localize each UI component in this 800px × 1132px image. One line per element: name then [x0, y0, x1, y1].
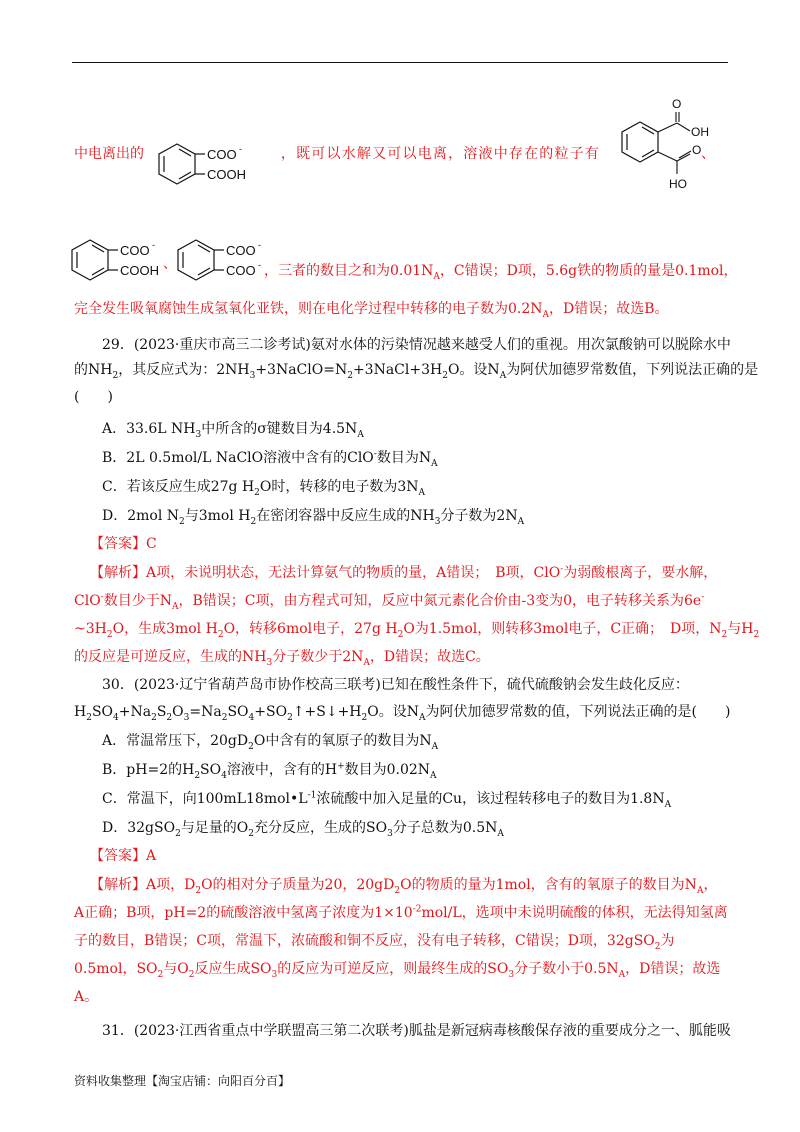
svg-text:-: - [258, 260, 261, 270]
q29-answer: 【答案】C [90, 536, 157, 552]
q29-option-a: A．33.6L $NH_3$中所含的σ键数目为$4.5N_A$ [102, 421, 364, 440]
svg-text:COO: COO [226, 243, 256, 258]
svg-text:O: O [692, 143, 702, 157]
svg-text:-: - [258, 240, 261, 250]
explanation-line-b: ，三者的数目之和为$0.01N_A$，C错误；D项，5.6g铁的物质的量是0.1mol， [264, 263, 738, 282]
molecule-phthalic-acid [600, 92, 720, 206]
svg-text:COOH: COOH [120, 263, 159, 278]
q30-stem-line-2: $H_2SO_4+Na_2S_2O_3=Na_2SO_4+SO_2↑+S↓+H_2O$。设$N_A$为阿伏加德罗常数的值，下列说法正确的是( ) [74, 704, 731, 723]
q29-explanation-line-4: 的反应是可逆反应，生成的$NH_3$分子数少于$2N_A$，D错误；故选C。 [74, 649, 490, 668]
q29-explanation-line-1: 【解析】A项，未说明状态，无法计算氨气的物质的量，A错误； B项，ClO-为弱酸根离子，要水解， [90, 564, 718, 581]
svg-text:COO: COO [120, 243, 150, 258]
text-fragment: ，既可以水解又可以电离，溶液中存在的粒子有 [280, 146, 601, 162]
page-footer: 资料收集整理【淘宝店铺：向阳百分百】 [74, 1074, 291, 1088]
header-rule [72, 62, 728, 63]
q30-answer: 【答案】A [90, 848, 157, 864]
svg-text:COO: COO [226, 263, 256, 278]
q30-option-a: A．常温常压下，$20gD_2O$中含有的氧原子的数目为$N_A$ [102, 733, 439, 752]
q31-stem-line-1: 31．(2023·江西省重点中学联盟高三第二次联考)胍盐是新冠病毒核酸保存液的重要成分之一、胍能吸 [102, 1023, 731, 1039]
svg-text:COOH: COOH [207, 167, 246, 182]
q30-explanation-line-2: A正确；B项，pH=2的硫酸溶液中氢离子浓度为$1\times 10^{-2}mol/L$，选项中未说明硫酸的体积，无法得知氢离 [74, 904, 728, 921]
svg-text:HO: HO [669, 177, 687, 191]
q29-option-c: C．若该反应生成27g $H_2O$时，转移的电子数为$3N_A$ [102, 479, 426, 498]
q30-explanation-line-1: 【解析】A项，$D_2O$的相对分子质量为20，$20gD_2O$的物质的量为1mol，含有的氧原子的数目为$N_A$， [90, 877, 718, 896]
q29-stem-line-3: ( ) [74, 389, 113, 405]
text-fragment: 、 [701, 146, 716, 162]
q30-explanation-line-5: A。 [74, 989, 99, 1005]
svg-text:-: - [239, 144, 242, 154]
q30-option-c: C．常温下，向$100mL18mol•L^{-1}$浓硫酸中加入足量的Cu，该过程转移电子的数目为$1.8N_A$ [102, 790, 672, 810]
text-fragment: 、 [163, 256, 177, 272]
q29-option-d: D．2mol $N_2$与3mol $H_2$在密闭容器中反应生成的$NH_3$分子数为$2N_A$ [102, 508, 525, 527]
q30-explanation-line-3: 子的数目，B错误；C项，常温下，浓硫酸和铜不反应，没有电子转移，C错误；D项，32gSO$_2$为 [74, 933, 675, 952]
molecule-phthalate [174, 236, 274, 296]
q30-explanation-line-4: 0.5mol，$SO_2$与$O_2$反应生成$SO_3$的反应为可逆反应，则最终生成的$SO_3$分子数小于$0.5N_A$，D错误；故选 [74, 961, 721, 980]
svg-text:O: O [672, 97, 682, 111]
q29-explanation-line-3: $\sim 3H_2O$，生成3mol $H_2O$，转移6mol电子，27g $H_2O$为1.5mol，则转移3mol电子，C正确； D项，$N_2$与$H_2$ [74, 621, 760, 640]
molecule-hydrogen-phthalate-1 [155, 140, 275, 200]
explanation-line-c: 完全发生吸氧腐蚀生成氢氧化亚铁，则在电化学过程中转移的电子数为$0.2N_A$，D错误；故选B。 [74, 301, 669, 320]
svg-text:COO: COO [207, 147, 237, 162]
svg-text:-: - [152, 240, 155, 250]
q29-stem-line-2: 的$NH_2$，其反应式为：$2NH_3+3NaClO=N_2+3NaCl+3H_2O$。设$N_A$为阿伏加德罗常数值，下列说法正确的是 [74, 362, 759, 381]
q30-stem-line-1: 30．(2023·辽宁省葫芦岛市协作校高三联考)已知在酸性条件下，硫代硫酸钠会发生歧化反应： [102, 677, 689, 693]
q29-explanation-line-2: ClO-数目少于$N_A$，B错误；C项，由方程式可知，反应中氮元素化合价由-3变为0，电子转移关系为6e- [74, 592, 705, 612]
molecule-hydrogen-phthalate-2 [68, 236, 178, 296]
text-fragment: 中电离出的 [74, 146, 144, 162]
q29-option-b: B．2L 0.5mol/L NaClO溶液中含有的ClO-数目为$N_A$ [102, 449, 438, 469]
q29-stem-line-1: 29．(2023·重庆市高三二诊考试)氨对水体的污染情况越来越受人们的重视。用次氯酸钠可以脱除水中 [102, 337, 731, 353]
q30-option-d: D．32gSO$_2$与足量的$O_2$充分反应，生成的$SO_3$分子总数为$0.5N_A$ [102, 820, 504, 839]
svg-text:OH: OH [691, 125, 709, 139]
q30-option-b: B．pH=2的$H_2SO_4$溶液中，含有的H+数目为$0.02N_A$ [102, 761, 437, 781]
